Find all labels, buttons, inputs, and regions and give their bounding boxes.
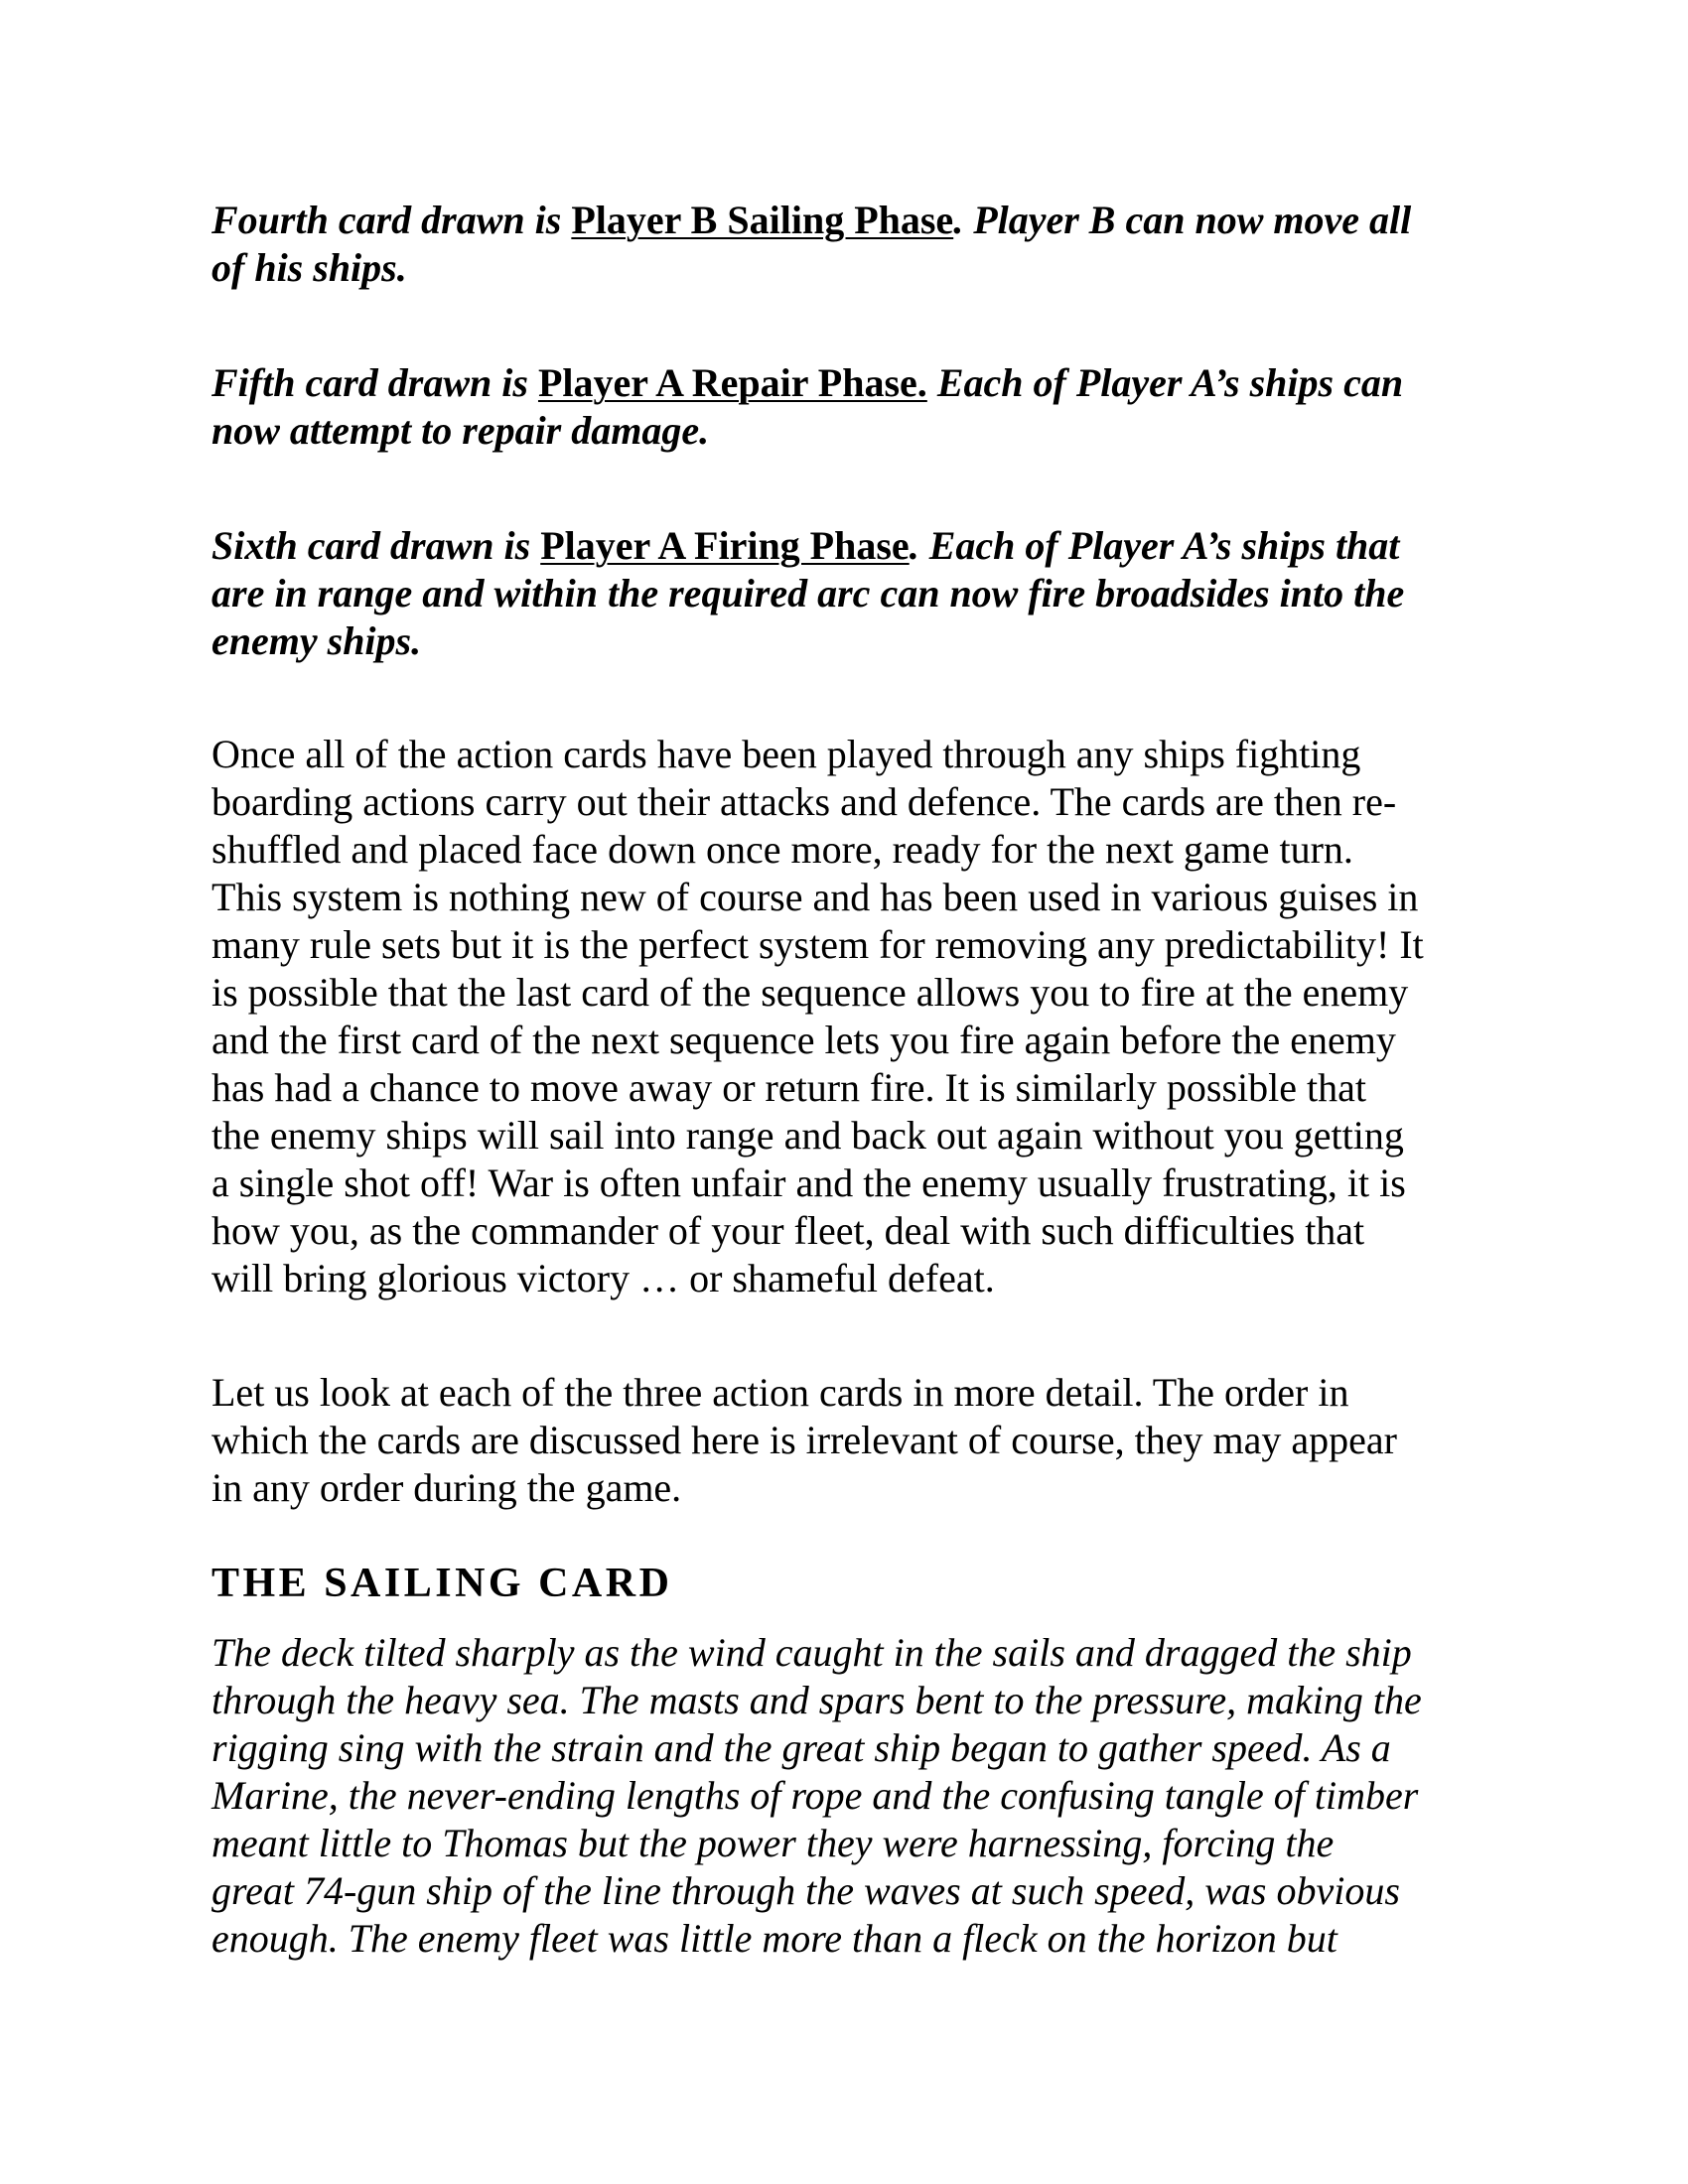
- text-line: rigging sing with the strain and the great ship began to gather speed. As a: [211, 1725, 1391, 1770]
- text-line: meant little to Thomas but the power they were harnessing, forcing the: [211, 1821, 1335, 1865]
- card-paragraph-fourth: [211, 197, 1482, 292]
- text-line: will bring glorious victory … or shameful defeat.: [211, 1256, 995, 1300]
- text-line: Once all of the action cards have been played through any ships fighting: [211, 732, 1361, 776]
- phase-name: Player B Sailing Phase: [571, 198, 954, 242]
- text-line: which the cards are discussed here is irrelevant of course, they may appear: [211, 1418, 1397, 1462]
- text-line: of his ships.: [211, 245, 407, 290]
- card-paragraph-sixth: [211, 522, 1482, 665]
- text-line: Let us look at each of the three action cards in more detail. The order in: [211, 1370, 1349, 1415]
- text-line: This system is nothing new of course and has been used in various guises in: [211, 875, 1419, 919]
- section-heading: THE SAILING CARD: [211, 1561, 673, 1606]
- text-line: in any order during the game.: [211, 1465, 682, 1510]
- text-line: shuffled and placed face down once more, ready for the next game turn.: [211, 827, 1353, 872]
- text-line: great 74-gun ship of the line through the waves at such speed, was obvious: [211, 1868, 1400, 1913]
- text-line: through the heavy sea. The masts and spars bent to the pressure, making the: [211, 1678, 1422, 1722]
- card-text: . Each of Player A’s ships that: [909, 523, 1400, 568]
- text-line: [211, 197, 1482, 244]
- card-text: . Player B can now move all: [953, 198, 1412, 242]
- text-line: many rule sets but it is the perfect system for removing any predictability! It: [211, 922, 1424, 967]
- card-text: Each of Player A’s ships can: [926, 360, 1404, 405]
- text-line: enough. The enemy fleet was little more than a fleck on the horizon but: [211, 1916, 1337, 1961]
- text-line: enemy ships.: [211, 618, 422, 663]
- phase-name: Player A Repair Phase.: [537, 360, 927, 405]
- text-line: Marine, the never-ending lengths of rope and the confusing tangle of timber: [211, 1773, 1419, 1818]
- text-line: The deck tilted sharply as the wind caught in the sails and dragged the ship: [211, 1630, 1412, 1675]
- text-line: boarding actions carry out their attacks and defence. The cards are then re-: [211, 779, 1397, 824]
- phase-name: Player A Firing Phase: [540, 523, 910, 568]
- text-line: has had a chance to move away or return fire. It is similarly possible that: [211, 1065, 1366, 1110]
- card-paragraph-fifth: [211, 359, 1482, 455]
- text-line: and the first card of the next sequence lets you fire again before the enemy: [211, 1018, 1396, 1062]
- body-paragraph-detail: [211, 1369, 1482, 1512]
- body-paragraph-action-cards: [211, 731, 1482, 1302]
- text-line: a single shot off! War is often unfair and the enemy usually frustrating, it is: [211, 1160, 1406, 1205]
- text-line: the enemy ships will sail into range and back out again without you getting: [211, 1113, 1404, 1158]
- text-line: how you, as the commander of your fleet, deal with such difficulties that: [211, 1208, 1365, 1253]
- text-line: are in range and within the required arc can now fire broadsides into the: [211, 571, 1405, 615]
- text-line: [211, 522, 1482, 570]
- card-text: Fifth card drawn is: [211, 360, 538, 405]
- text-line: [211, 359, 1482, 407]
- document-page: [211, 197, 1482, 1963]
- card-text: Sixth card drawn is: [211, 523, 541, 568]
- text-line: now attempt to repair damage.: [211, 408, 710, 453]
- text-line: is possible that the last card of the sequence allows you to fire at the enemy: [211, 970, 1409, 1015]
- card-text: Fourth card drawn is: [211, 198, 572, 242]
- story-paragraph: [211, 1629, 1482, 1963]
